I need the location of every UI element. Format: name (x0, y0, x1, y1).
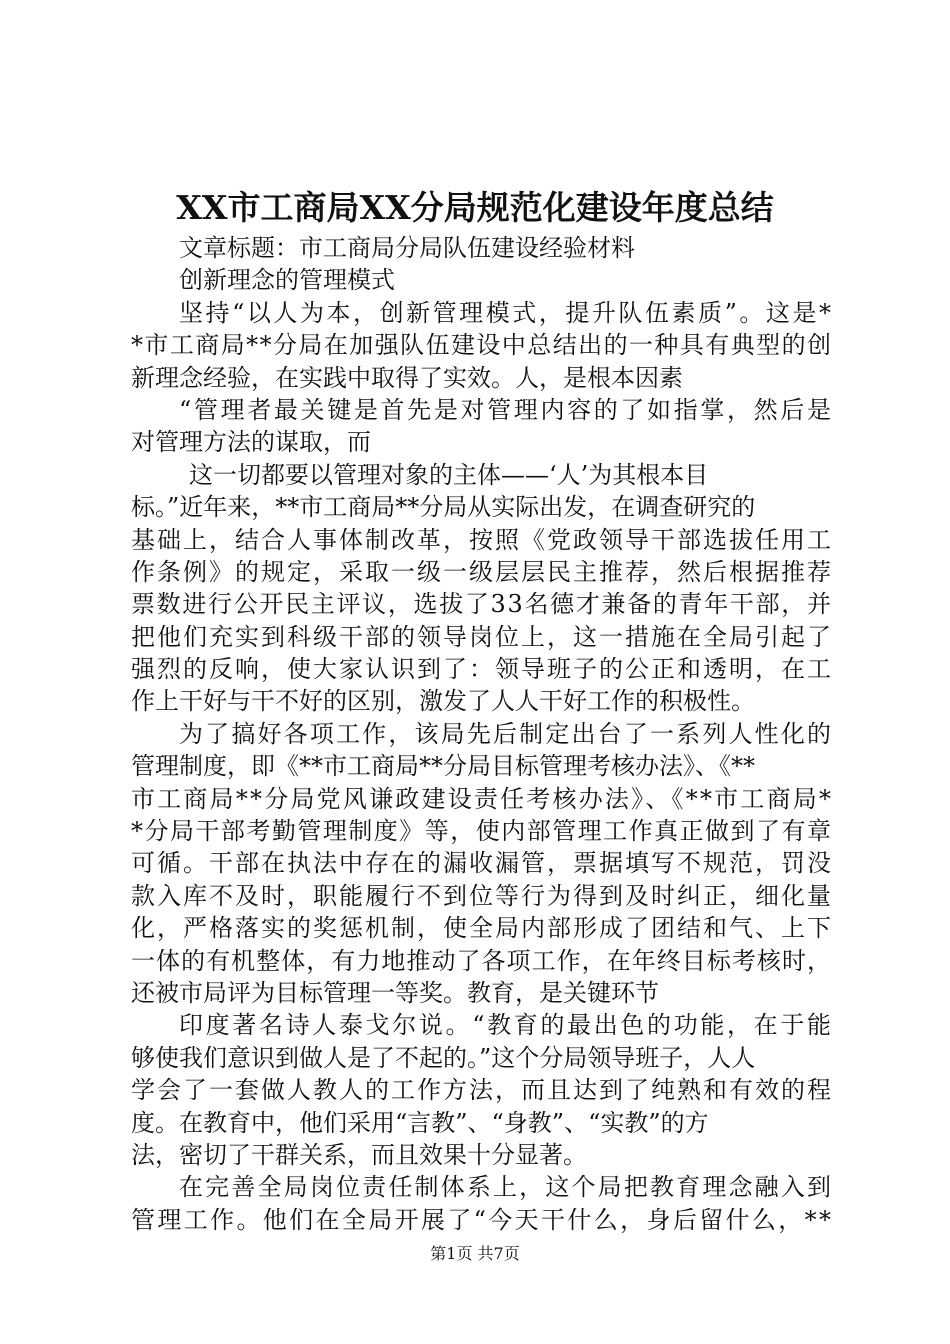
document-body (131, 232, 834, 1236)
text-line: 法，密切了干群关系，而且效果十分显著。 (131, 1140, 587, 1169)
text-line: 一体的有机整体，有力地推动了各项工作，在年终目标考核时， (131, 946, 833, 975)
text-line: 强烈的反响，使大家认识到了：领导班子的公正和透明，在工 (131, 655, 833, 684)
text-line: 作条例》的规定，采取一级一级层层民主推荐，然后根据推荐 (131, 557, 833, 586)
text-line: 款入库不及时，职能履行不到位等行为得到及时纠正，细化量 (131, 881, 833, 910)
text-line: 票数进行公开民主评议，选拔了33名德才兼备的青年干部，并 (131, 590, 833, 619)
text-line: “管理者最关键是首先是对管理内容的了如指掌，然后是 (179, 395, 834, 424)
text-line: 标。”近年来，**市工商局**分局从实际出发，在调查研究的 (131, 493, 756, 522)
text-line: 度。在教育中，他们采用“言教”、“身教”、“实教”的方 (131, 1108, 709, 1137)
text-line: 把他们充实到科级干部的领导岗位上，这一措施在全局引起了 (131, 622, 833, 651)
text-line: 创新理念的管理模式 (179, 266, 395, 295)
document-title: XX市工商局XX分局规范化建设年度总结 (176, 188, 774, 227)
text-line: 这一切都要以管理对象的主体——‘人’为其根本目 (189, 460, 709, 489)
text-line: 作上干好与干不好的区别，激发了人人干好工作的积极性。 (131, 687, 755, 716)
text-line: 还被市局评为目标管理一等奖。教育，是关键环节 (131, 978, 659, 1007)
text-line: 印度著名诗人泰戈尔说。“教育的最出色的功能，在于能 (179, 1011, 834, 1040)
text-line: 对管理方法的谋取，而 (131, 428, 371, 457)
text-line: 文章标题：市工商局分局队伍建设经验材料 (179, 234, 635, 262)
text-line: 基础上，结合人事体制改革，按照《党政领导干部选拔任用工 (131, 525, 833, 554)
text-line: 管理制度，即《**市工商局**分局目标管理考核办法》、《** (131, 752, 755, 781)
text-line: 新理念经验，在实践中取得了实效。人，是根本因素 (131, 363, 683, 392)
text-line: 在完善全局岗位责任制体系上，这个局把教育理念融入到 (179, 1173, 834, 1202)
text-line: 坚持“以人为本，创新管理模式，提升队伍素质”。这是* (179, 298, 834, 327)
text-line: 为了搞好各项工作，该局先后制定出台了一系列人性化的 (179, 719, 834, 748)
text-line: *市工商局**分局在加强队伍建设中总结出的一种具有典型的创 (131, 331, 833, 360)
text-line: 学会了一套做人教人的工作方法，而且达到了纯熟和有效的程 (131, 1076, 833, 1105)
text-line: 市工商局**分局党风谦政建设责任考核办法》、《**市工商局* (131, 784, 834, 813)
page-number-footer: 第1页 共7页 (430, 1244, 520, 1263)
text-line: 化，严格落实的奖惩机制，使全局内部形成了团结和气、上下 (131, 914, 833, 943)
text-line: *分局干部考勤管理制度》等，使内部管理工作真正做到了有章 (131, 817, 833, 846)
text-line: 可循。干部在执法中存在的漏收漏管，票据填写不规范，罚没 (131, 849, 833, 878)
text-line: 管理工作。他们在全局开展了“今天干什么，身后留什么，** (131, 1205, 834, 1234)
text-line: 够使我们意识到做人是了不起的。”这个分局领导班子，人人 (131, 1043, 756, 1072)
